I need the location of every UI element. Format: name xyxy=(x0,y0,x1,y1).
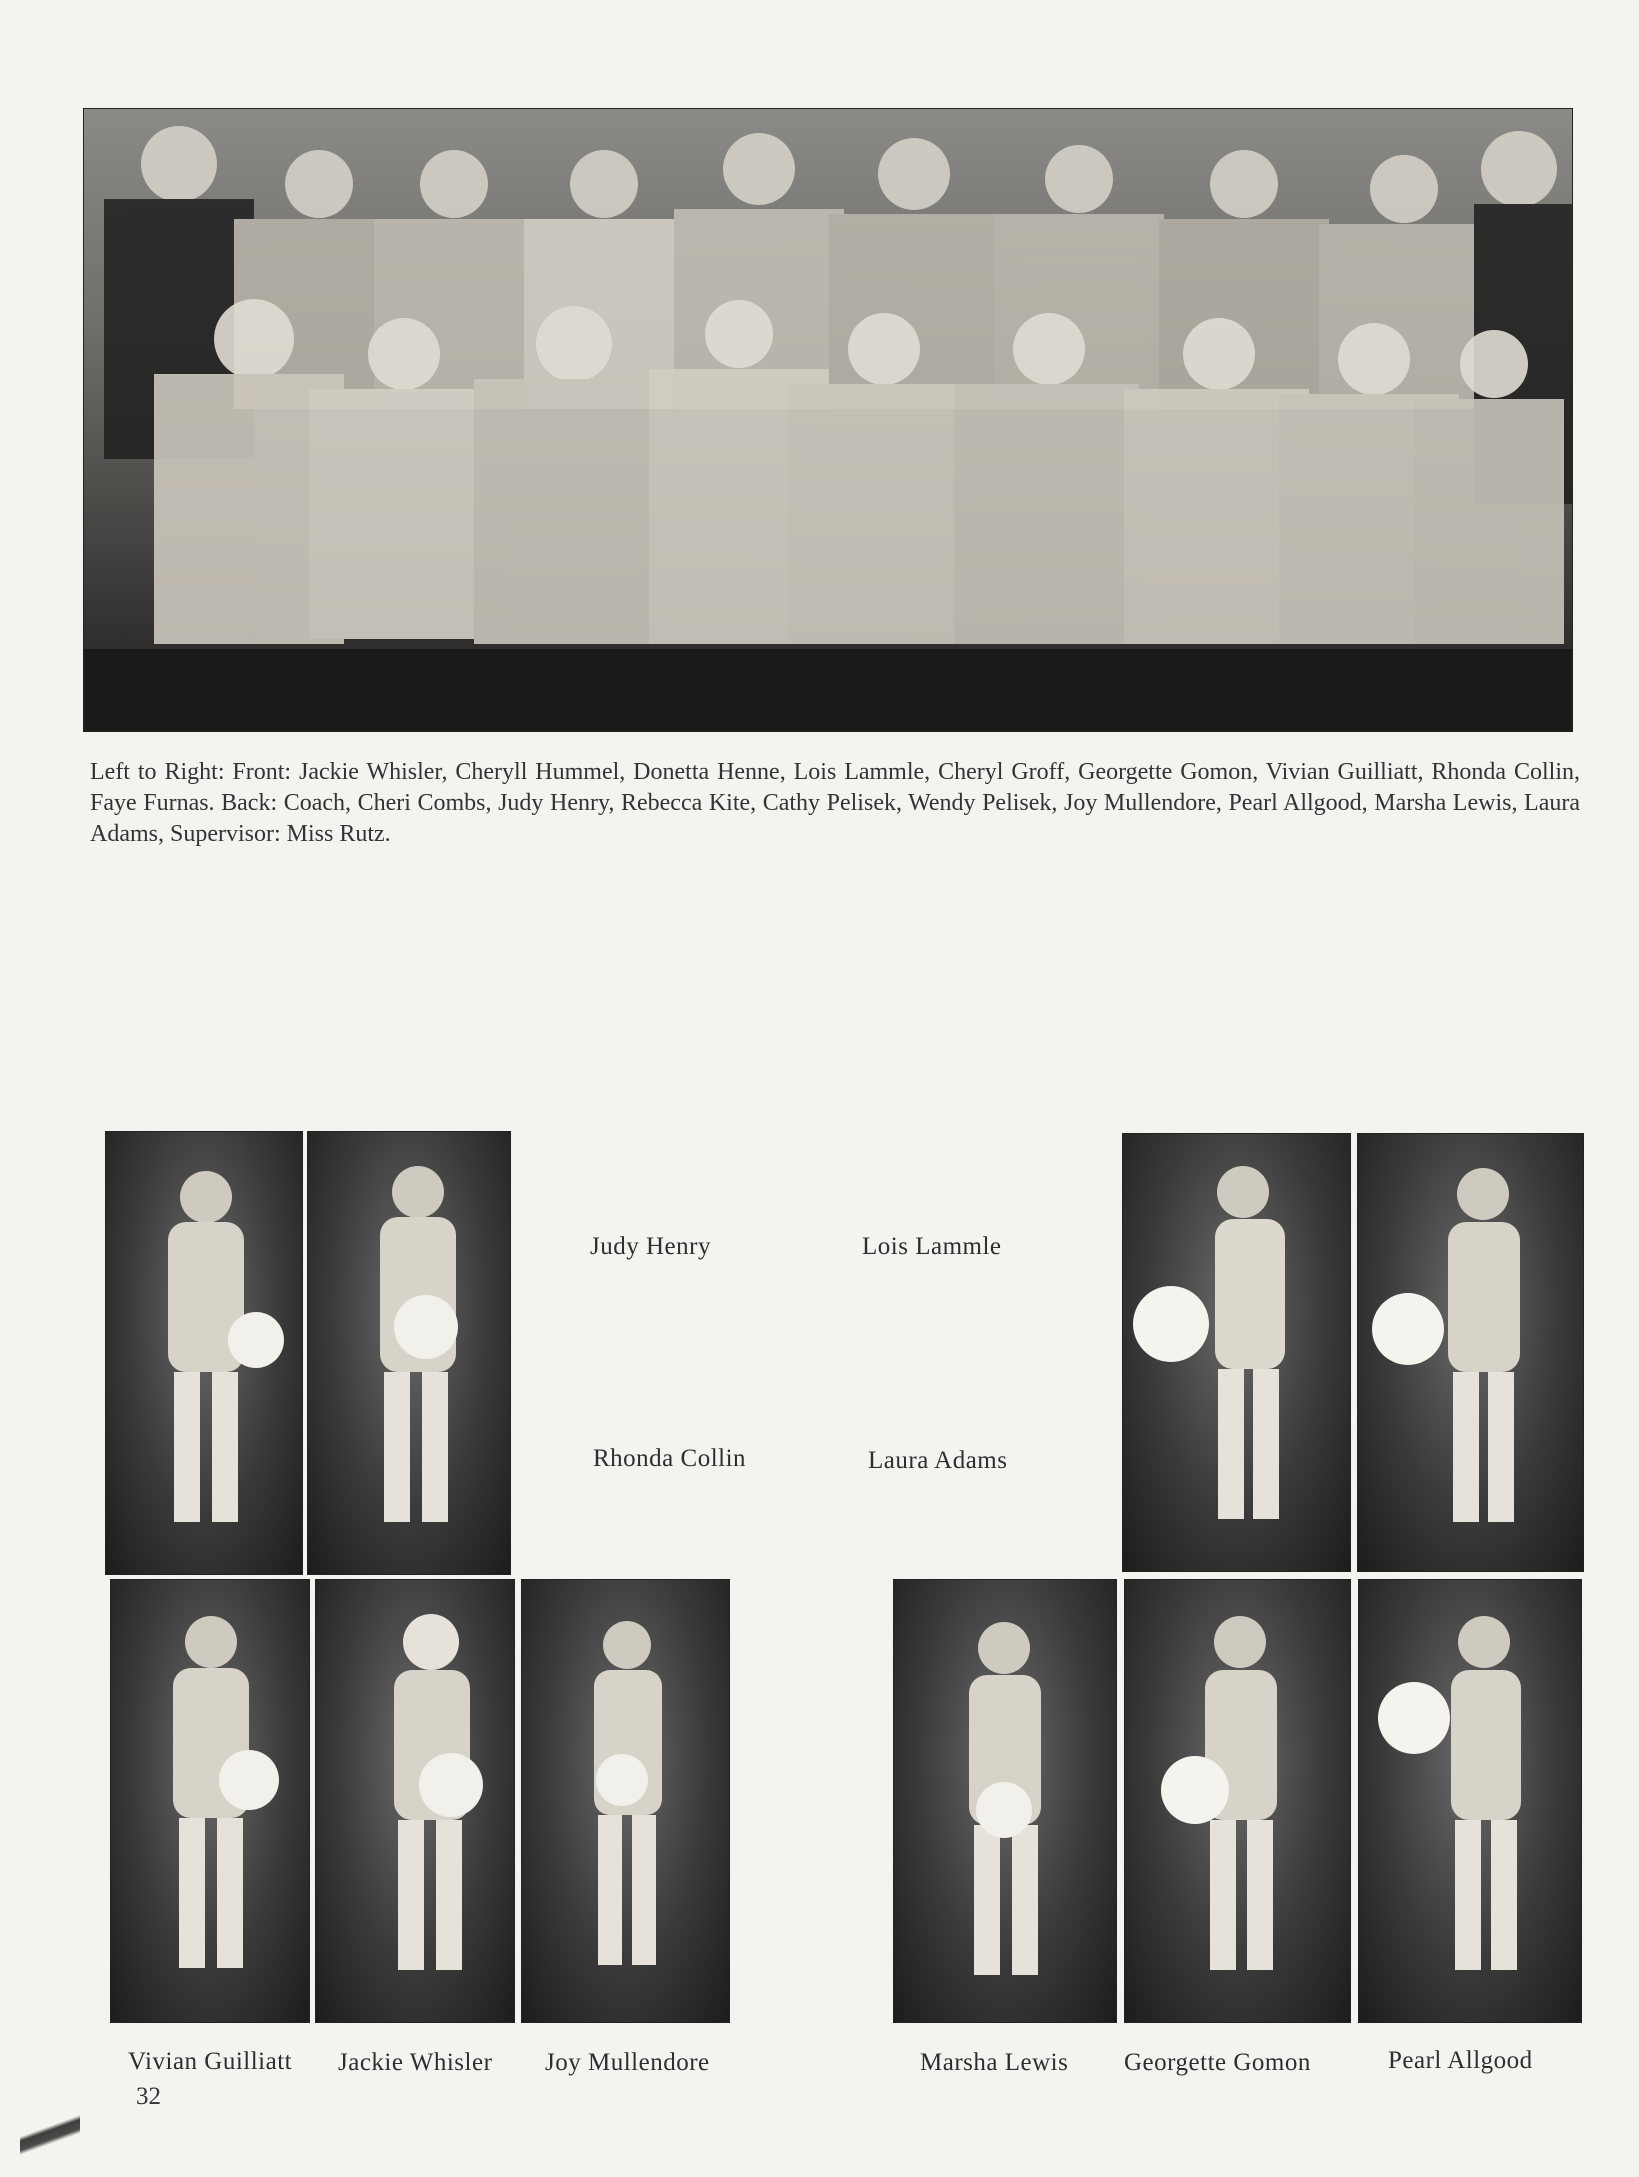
team-photo-figures xyxy=(84,109,1572,731)
photo-jackie-whisler xyxy=(315,1579,515,2023)
photo-joy-mullendore xyxy=(521,1579,730,2023)
team-group-photo xyxy=(83,108,1573,732)
player-figure xyxy=(106,1132,302,1574)
label-joy-mullendore: Joy Mullendore xyxy=(545,2049,710,2076)
photo-laura-adams xyxy=(1357,1133,1584,1572)
player-figure xyxy=(308,1132,510,1574)
player-figure xyxy=(316,1580,514,2022)
label-laura-adams: Laura Adams xyxy=(868,1447,1008,1474)
scan-smudge xyxy=(20,2100,80,2170)
photo-lois-lammle xyxy=(1122,1133,1351,1572)
label-marsha-lewis: Marsha Lewis xyxy=(920,2049,1069,2076)
label-judy-henry: Judy Henry xyxy=(590,1233,711,1260)
photo-judy-henry-2 xyxy=(307,1131,511,1575)
photo-georgette-gomon xyxy=(1124,1579,1351,2023)
label-lois-lammle: Lois Lammle xyxy=(862,1233,1002,1260)
photo-vivian-guilliatt xyxy=(110,1579,310,2023)
team-photo-caption: Left to Right: Front: Jackie Whisler, Cheryll Hummel, Donetta Henne, Lois Lammle, Cheryl Groff, Georgette Gomon, Vivian Guilliatt, Rhonda Collin, Faye Furnas. Back: Coach, Cheri Combs, Judy Henry, Rebecca Kite, Cathy Pelisek, Wendy Pelisek, Joy Mullendore, Pearl Allgood, Marsha Lewis, Laura Adams, Supervisor: Miss Rutz. xyxy=(90,759,1580,847)
player-figure xyxy=(1125,1580,1350,2022)
player-figure xyxy=(1358,1134,1583,1571)
label-rhonda-collin: Rhonda Collin xyxy=(593,1445,747,1472)
label-pearl-allgood: Pearl Allgood xyxy=(1388,2047,1533,2074)
player-figure xyxy=(1123,1134,1350,1571)
player-figure xyxy=(522,1580,729,2022)
photo-marsha-lewis xyxy=(893,1579,1117,2023)
player-figure xyxy=(111,1580,309,2022)
label-vivian-guilliatt: Vivian Guilliatt xyxy=(128,2048,293,2075)
page-number: 32 xyxy=(136,2083,161,2110)
photo-pearl-allgood xyxy=(1358,1579,1582,2023)
label-georgette-gomon: Georgette Gomon xyxy=(1124,2049,1311,2076)
player-figure xyxy=(894,1580,1116,2022)
player-figure xyxy=(1359,1580,1581,2022)
photo-judy-henry-1 xyxy=(105,1131,303,1575)
label-jackie-whisler: Jackie Whisler xyxy=(338,2049,493,2076)
